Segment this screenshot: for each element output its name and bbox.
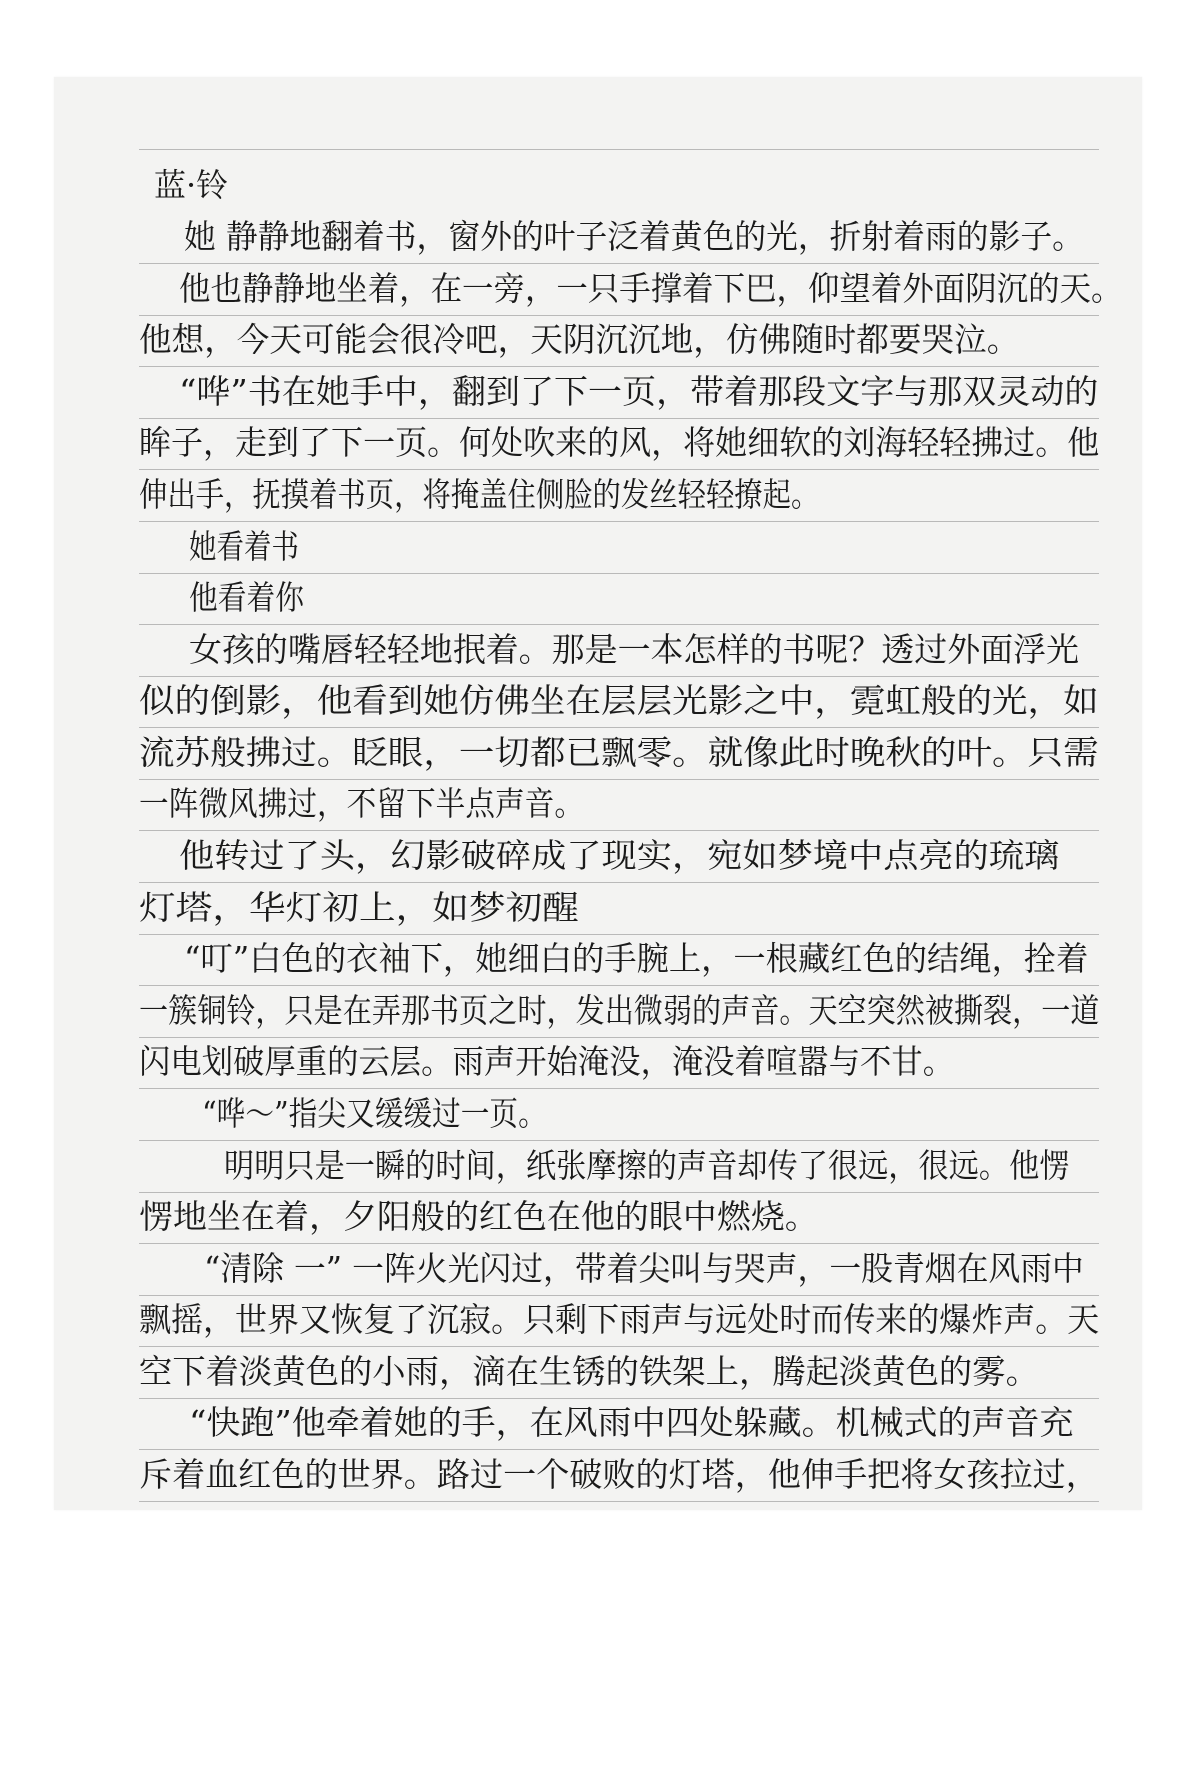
- ruled-line: [139, 149, 1099, 150]
- text-line: 斥着血红色的世界。路过一个破败的灯塔，他伸手把将女孩拉过，: [139, 1455, 1099, 1494]
- text-line: “哗～”指尖又缓缓过一页。: [202, 1094, 547, 1133]
- text-line: 明明只是一瞬的时间，纸张摩擦的声音却传了很远，很远。他愣: [224, 1146, 1070, 1185]
- text-line: 他想，今天可能会很冷吧，天阴沉沉地，仿佛随时都要哭泣。: [139, 320, 1020, 359]
- text-line: 闪电划破厚重的云层。雨声开始淹没，淹没着喧嚣与不甘。: [139, 1042, 955, 1081]
- text-line: “快跑”他牵着她的手，在风雨中四处躲藏。机械式的声音充: [189, 1403, 1074, 1442]
- text-line: 她 静静地翻着书，窗外的叶子泛着黄色的光，折射着雨的影子。: [184, 217, 1084, 256]
- text-line: 飘摇，世界又恢复了沉寂。只剩下雨声与远处时而传来的爆炸声。天: [139, 1300, 1100, 1339]
- text-line: 伸出手，抚摸着书页，将掩盖住侧脸的发丝轻轻撩起。: [139, 475, 820, 514]
- text-line: “清除 一” 一阵火光闪过，带着尖叫与哭声，一股青烟在风雨中: [204, 1249, 1084, 1288]
- text-line: 一阵微风拂过，不留下半点声音。: [139, 784, 585, 823]
- text-line: 愣地坐在着，夕阳般的红色在他的眼中燃烧。: [139, 1197, 819, 1236]
- text-line: “叮”白色的衣袖下，她细白的手腕上，一根藏红色的结绳，拴着: [184, 939, 1089, 978]
- text-line: 一簇铜铃，只是在弄那书页之时，发出微弱的声音。天空突然被撕裂，一道: [139, 991, 1100, 1030]
- text-line: 女孩的嘴唇轻轻地抿着。那是一本怎样的书呢？透过外面浮光: [189, 630, 1080, 669]
- text-line: 他转过了头，幻影破碎成了现实，宛如梦境中点亮的琉璃: [179, 836, 1060, 875]
- text-line: 灯塔，华灯初上，如梦初醒: [139, 888, 579, 927]
- text-line: 他看着你: [189, 578, 304, 617]
- text-line: 流苏般拂过。眨眼，一切都已飘零。就像此时晚秋的叶。只需: [139, 733, 1099, 772]
- text-line: 他也静静地坐着，在一旁，一只手撑着下巴，仰望着外面阴沉的天。: [179, 269, 1123, 308]
- text-line: 她看着书: [189, 527, 299, 566]
- notebook-page: [54, 77, 1142, 1510]
- text-line: 空下着淡黄色的小雨，滴在生锈的铁架上，腾起淡黄色的雾。: [139, 1352, 1039, 1391]
- text-line: 似的倒影，他看到她仿佛坐在层层光影之中，霓虹般的光，如: [139, 681, 1099, 720]
- page-title: 蓝·铃: [154, 166, 229, 204]
- text-line: 眸子，走到了下一页。何处吹来的风，将她细软的刘海轻轻拂过。他: [139, 423, 1100, 462]
- text-line: “哗”书在她手中，翻到了下一页，带着那段文字与那双灵动的: [179, 372, 1099, 411]
